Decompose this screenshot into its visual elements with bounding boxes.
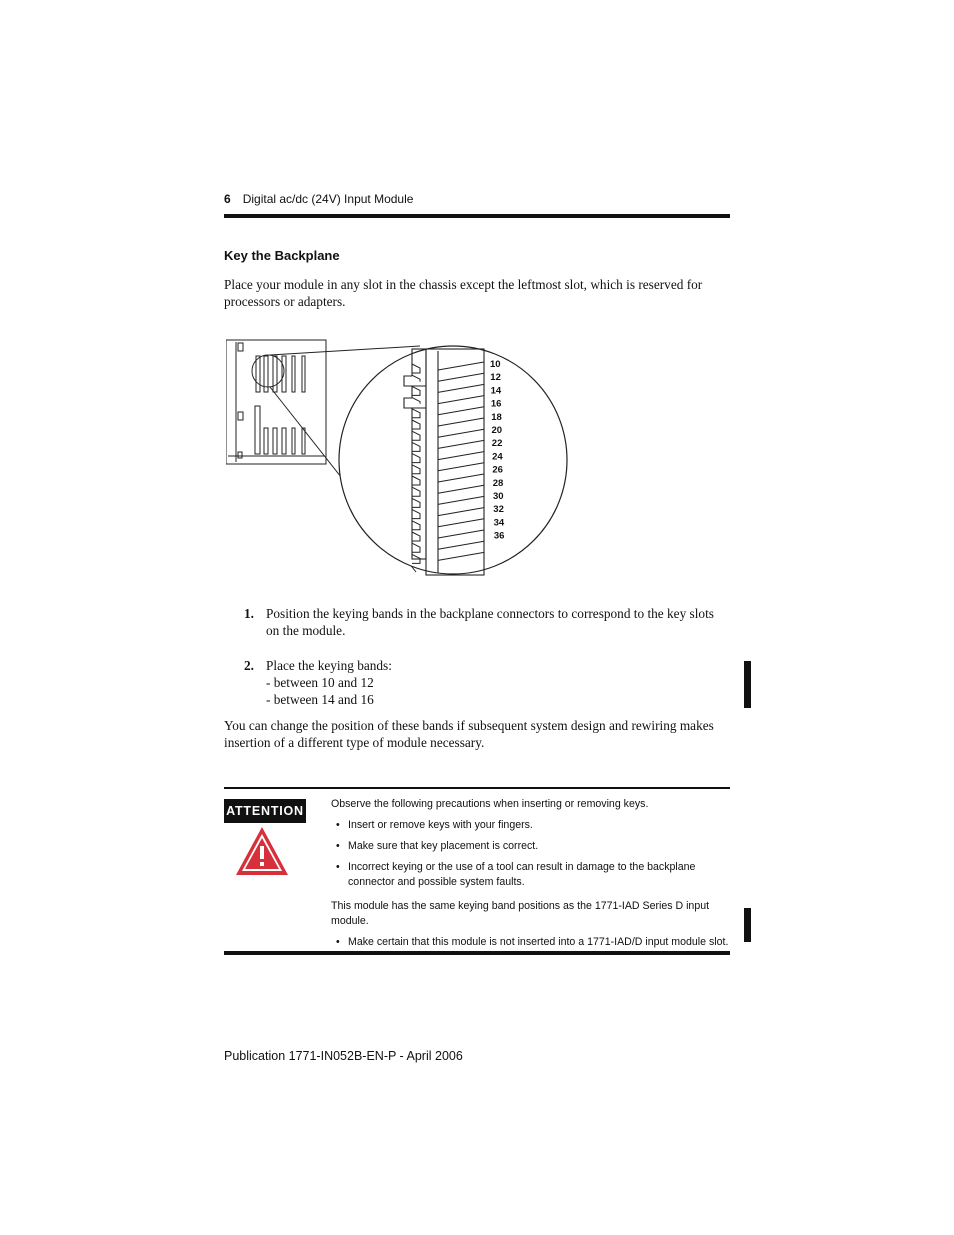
attention-note: This module has the same keying band positions as the 1771-IAD Series D input module.: [331, 900, 710, 927]
step-2: [244, 657, 730, 708]
step-1: [244, 605, 730, 639]
attention-note-list: [331, 935, 731, 950]
revision-change-bar: [744, 661, 751, 708]
header-rule: [224, 214, 730, 218]
page-number: 6: [224, 192, 231, 206]
connector-number-label: 28: [492, 477, 504, 489]
list-item: [331, 818, 731, 833]
step-number: 1.: [244, 606, 254, 621]
step-text: Position the keying bands in the backplane connectors to correspond to the key slots on the module.: [266, 606, 714, 638]
attention-bottom-rule: [224, 951, 730, 955]
page-footer: Publication 1771-IN052B-EN-P - April 2006: [224, 1049, 463, 1063]
document-title: Digital ac/dc (24V) Input Module: [242, 192, 414, 206]
attention-label: ATTENTION: [224, 799, 306, 823]
attention-body: [331, 797, 731, 950]
connector-number-label: 10: [490, 359, 501, 370]
connector-number-label: 22: [491, 438, 503, 450]
connector-number-label: 30: [493, 491, 504, 502]
intro-paragraph: Place your module in any slot in the chassis except the leftmost slot, which is reserved for processors or adapters.: [224, 277, 703, 309]
connector-number-label: 12: [490, 372, 501, 384]
bullet-text: Make certain that this module is not inserted into a 1771-IAD/D input module slot.: [348, 936, 729, 948]
warning-triangle-icon: [234, 825, 290, 877]
revision-change-bar: [744, 908, 751, 942]
step-text: Place the keying bands:: [266, 658, 392, 673]
connector-number-label: 32: [493, 504, 504, 516]
page-header: [224, 192, 413, 206]
step-sub-item: - between 14 and 16: [266, 692, 374, 707]
list-item: [331, 935, 731, 950]
connector-number-label: 20: [491, 425, 503, 436]
magnified-view: [339, 346, 567, 575]
connector-number-label: 18: [491, 411, 502, 423]
connector-number-label: 26: [492, 464, 503, 476]
list-item: [331, 860, 731, 890]
backplane-keying-figure: [226, 336, 576, 580]
bullet-icon: •: [336, 819, 340, 831]
bullet-text: Insert or remove keys with your fingers.: [348, 819, 533, 831]
bullet-text: Make sure that key placement is correct.: [348, 840, 539, 852]
section-title: Key the Backplane: [224, 248, 340, 263]
attention-bullet-list: [331, 818, 731, 890]
step-number: 2.: [244, 658, 254, 673]
bullet-text: Incorrect keying or the use of a tool can result in damage to the backplane connector and possible system faults.: [348, 861, 696, 888]
connector-number-label: 16: [490, 398, 502, 410]
attention-intro: Observe the following precautions when inserting or removing keys.: [331, 798, 649, 810]
closing-paragraph: You can change the position of these bands if subsequent system design and rewiring makes insertion of a different type of module necessary.: [224, 718, 714, 750]
step-sub-item: - between 10 and 12: [266, 675, 374, 690]
connector-number-label: 34: [493, 517, 505, 529]
list-item: [331, 839, 731, 854]
bullet-icon: •: [336, 936, 340, 948]
attention-top-rule: [224, 787, 730, 789]
connector-number-label: 14: [490, 385, 502, 397]
connector-number-label: 36: [493, 530, 505, 542]
bullet-icon: •: [336, 861, 340, 873]
connector-number-label: 24: [492, 451, 503, 463]
bullet-icon: •: [336, 840, 340, 852]
